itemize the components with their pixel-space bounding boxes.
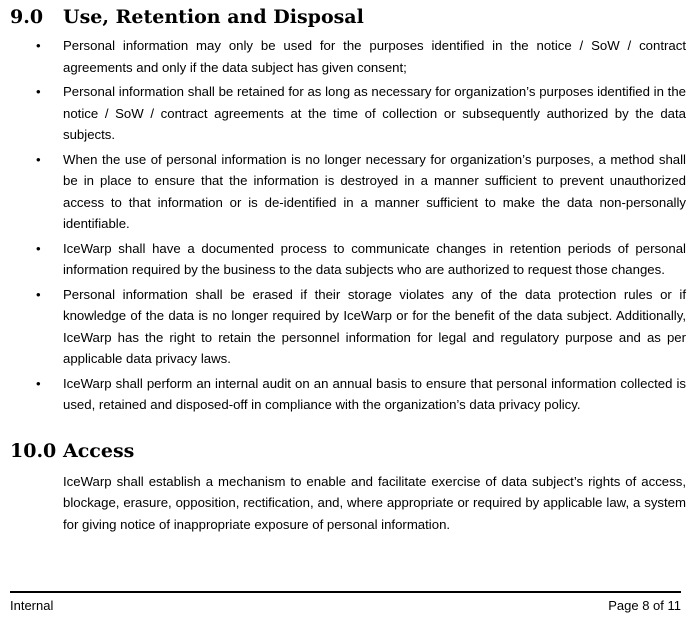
bullet-icon: • (36, 38, 41, 53)
section-title: Use, Retention and Disposal (63, 6, 364, 28)
section-number: 9.0 (10, 6, 44, 28)
section-heading (10, 6, 686, 28)
bullet-item (10, 81, 686, 146)
bullet-icon: • (36, 375, 41, 391)
bullet-text: IceWarp shall have a documented process to communicate changes in retention periods of personal information required by the business to the data subjects who are authorized to request those changes. (63, 240, 686, 277)
footer-page-number: Page 8 of 11 (608, 598, 681, 613)
section-use-retention-disposal (10, 6, 686, 416)
section-number: 10.0 (10, 439, 57, 462)
section-title: Access (63, 439, 135, 462)
bullet-item (10, 284, 686, 370)
bullet-text: Personal information may only be used for the purposes identified in the notice / SoW / contract agreements and only if the data subject has given consent; (63, 38, 686, 75)
section-paragraph: IceWarp shall establish a mechanism to enable and facilitate exercise of data subject’s rights of access, blockage, erasure, opposition, rectification, and, where appropriate or required by applicable law, a system for giving notice of inappropriate exposure of personal information. (63, 473, 686, 532)
bullet-item (10, 238, 686, 281)
bullet-text: Personal information shall be retained for as long as necessary for organization’s purposes identified in the notice / SoW / contract agreements at the time of collection or subsequently authorized by the data subjects. (63, 84, 686, 142)
bullet-text: IceWarp shall perform an internal audit on an annual basis to ensure that personal information collected is used, retained and disposed-off in compliance with the organization’s data privacy policy. (63, 375, 686, 412)
section-access (10, 440, 686, 536)
bullet-icon: • (36, 286, 41, 302)
bullet-text: When the use of personal information is no longer necessary for organization’s purposes, a method shall be in place to ensure that the information is destroyed in a manner sufficient to prevent unauthorized access to that information or is de-identified in a manner sufficient to make the data non-personally identifiable. (63, 151, 686, 231)
bullet-item (10, 149, 686, 235)
bullet-item (10, 373, 686, 416)
footer-classification: Internal (10, 598, 54, 613)
bullet-item (10, 35, 686, 78)
bullet-list (10, 35, 686, 416)
page-footer (10, 591, 681, 614)
bullet-text: Personal information shall be erased if their storage violates any of the data protection rules or if knowledge of the data is no longer required by IceWarp or for the benefit of the data subject. Additionally, IceWarp has the right to retain the personnel information for legal and regulatory purpose and as per applicable data privacy laws. (63, 286, 686, 366)
bullet-icon: • (36, 240, 41, 256)
bullet-icon: • (36, 84, 41, 99)
section-heading (10, 440, 686, 462)
bullet-icon: • (36, 151, 41, 167)
